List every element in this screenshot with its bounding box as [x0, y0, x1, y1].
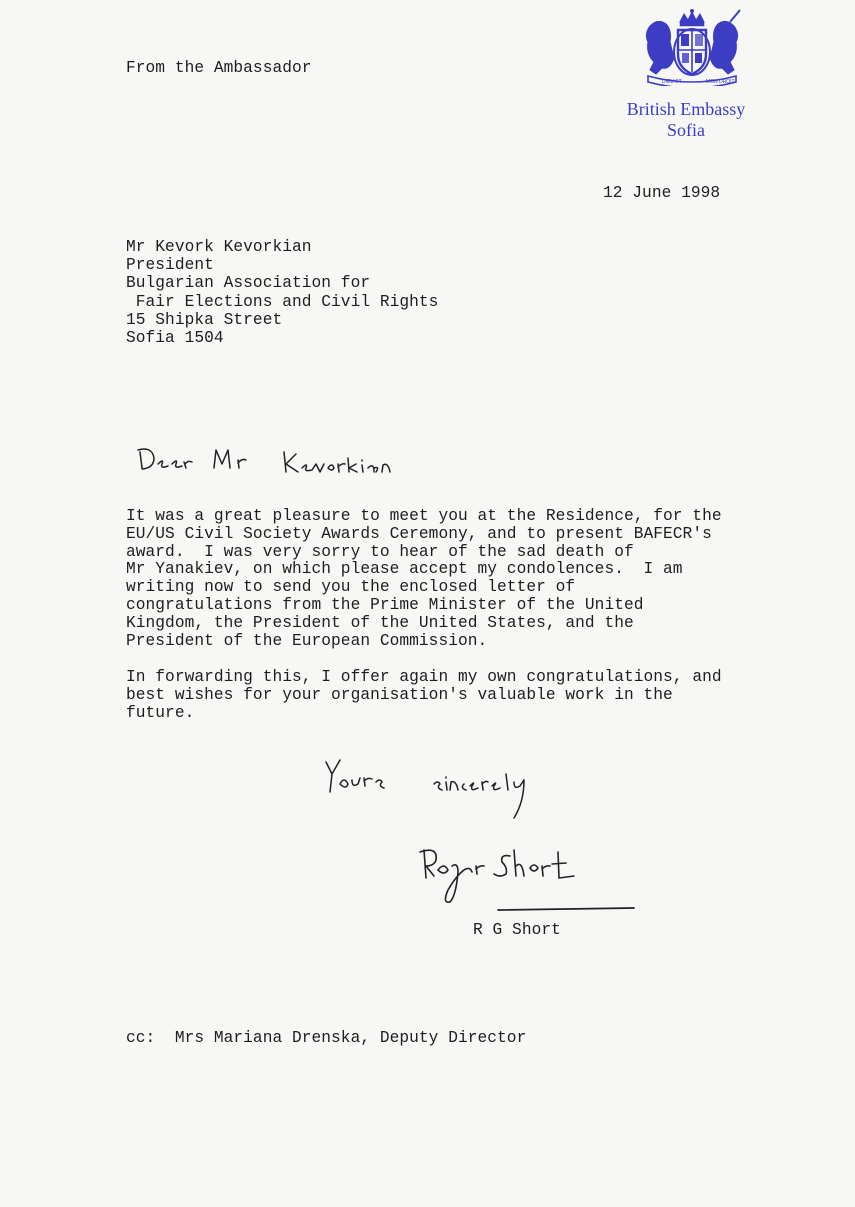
recipient-line: President — [126, 256, 214, 275]
recipient-line: Mr Kevork Kevorkian — [126, 238, 312, 256]
recipient-line: Bulgarian Association for — [126, 274, 371, 293]
handwritten-signature — [414, 836, 644, 918]
body-line: best wishes for your organisation's valuable work in the — [126, 685, 673, 704]
body-line: congratulations from the Prime Minister of the United — [126, 595, 644, 614]
embassy-city: Sofia — [667, 120, 705, 140]
body-line: writing now to send you the enclosed letter of — [126, 578, 576, 597]
signer-name: R G Short — [473, 921, 561, 939]
crest-motto-right: MON DROIT — [706, 79, 735, 85]
embassy-address-block — [600, 99, 772, 141]
body-line: President of the European Commission. — [126, 631, 488, 650]
body-line: future. — [126, 703, 195, 722]
body-line: EU/US Civil Society Awards Ceremony, and to present BAFECR's — [126, 524, 712, 543]
from-the-ambassador-label: From the Ambassador — [126, 59, 312, 77]
body-line: Kingdom, the President of the United States, and the — [126, 613, 634, 632]
embassy-name: British Embassy — [626, 99, 746, 119]
recipient-line: 15 Shipka Street — [126, 310, 283, 329]
body-line: Mr Yanakiev, on which please accept my condolences. I am — [126, 560, 683, 579]
body-line: In forwarding this, I offer again my own congratulations, and — [126, 668, 722, 686]
recipient-address — [126, 238, 438, 347]
recipient-line: Fair Elections and Civil Rights — [126, 292, 439, 311]
body-line: award. I was very sorry to hear of the sad death of — [126, 542, 634, 561]
cc-line: cc: Mrs Mariana Drenska, Deputy Director — [126, 1029, 527, 1047]
recipient-line: Sofia 1504 — [126, 329, 224, 348]
crest-motto-left: DIEU ET — [662, 79, 682, 85]
body-line: It was a great pleasure to meet you at the Residence, for the — [126, 507, 722, 525]
handwritten-closing — [318, 752, 558, 828]
body-paragraph-1 — [126, 508, 722, 650]
letter-date: 12 June 1998 — [603, 184, 721, 202]
royal-coat-of-arms-icon — [640, 8, 744, 86]
handwritten-salutation — [134, 436, 394, 488]
body-paragraph-2 — [126, 669, 722, 722]
